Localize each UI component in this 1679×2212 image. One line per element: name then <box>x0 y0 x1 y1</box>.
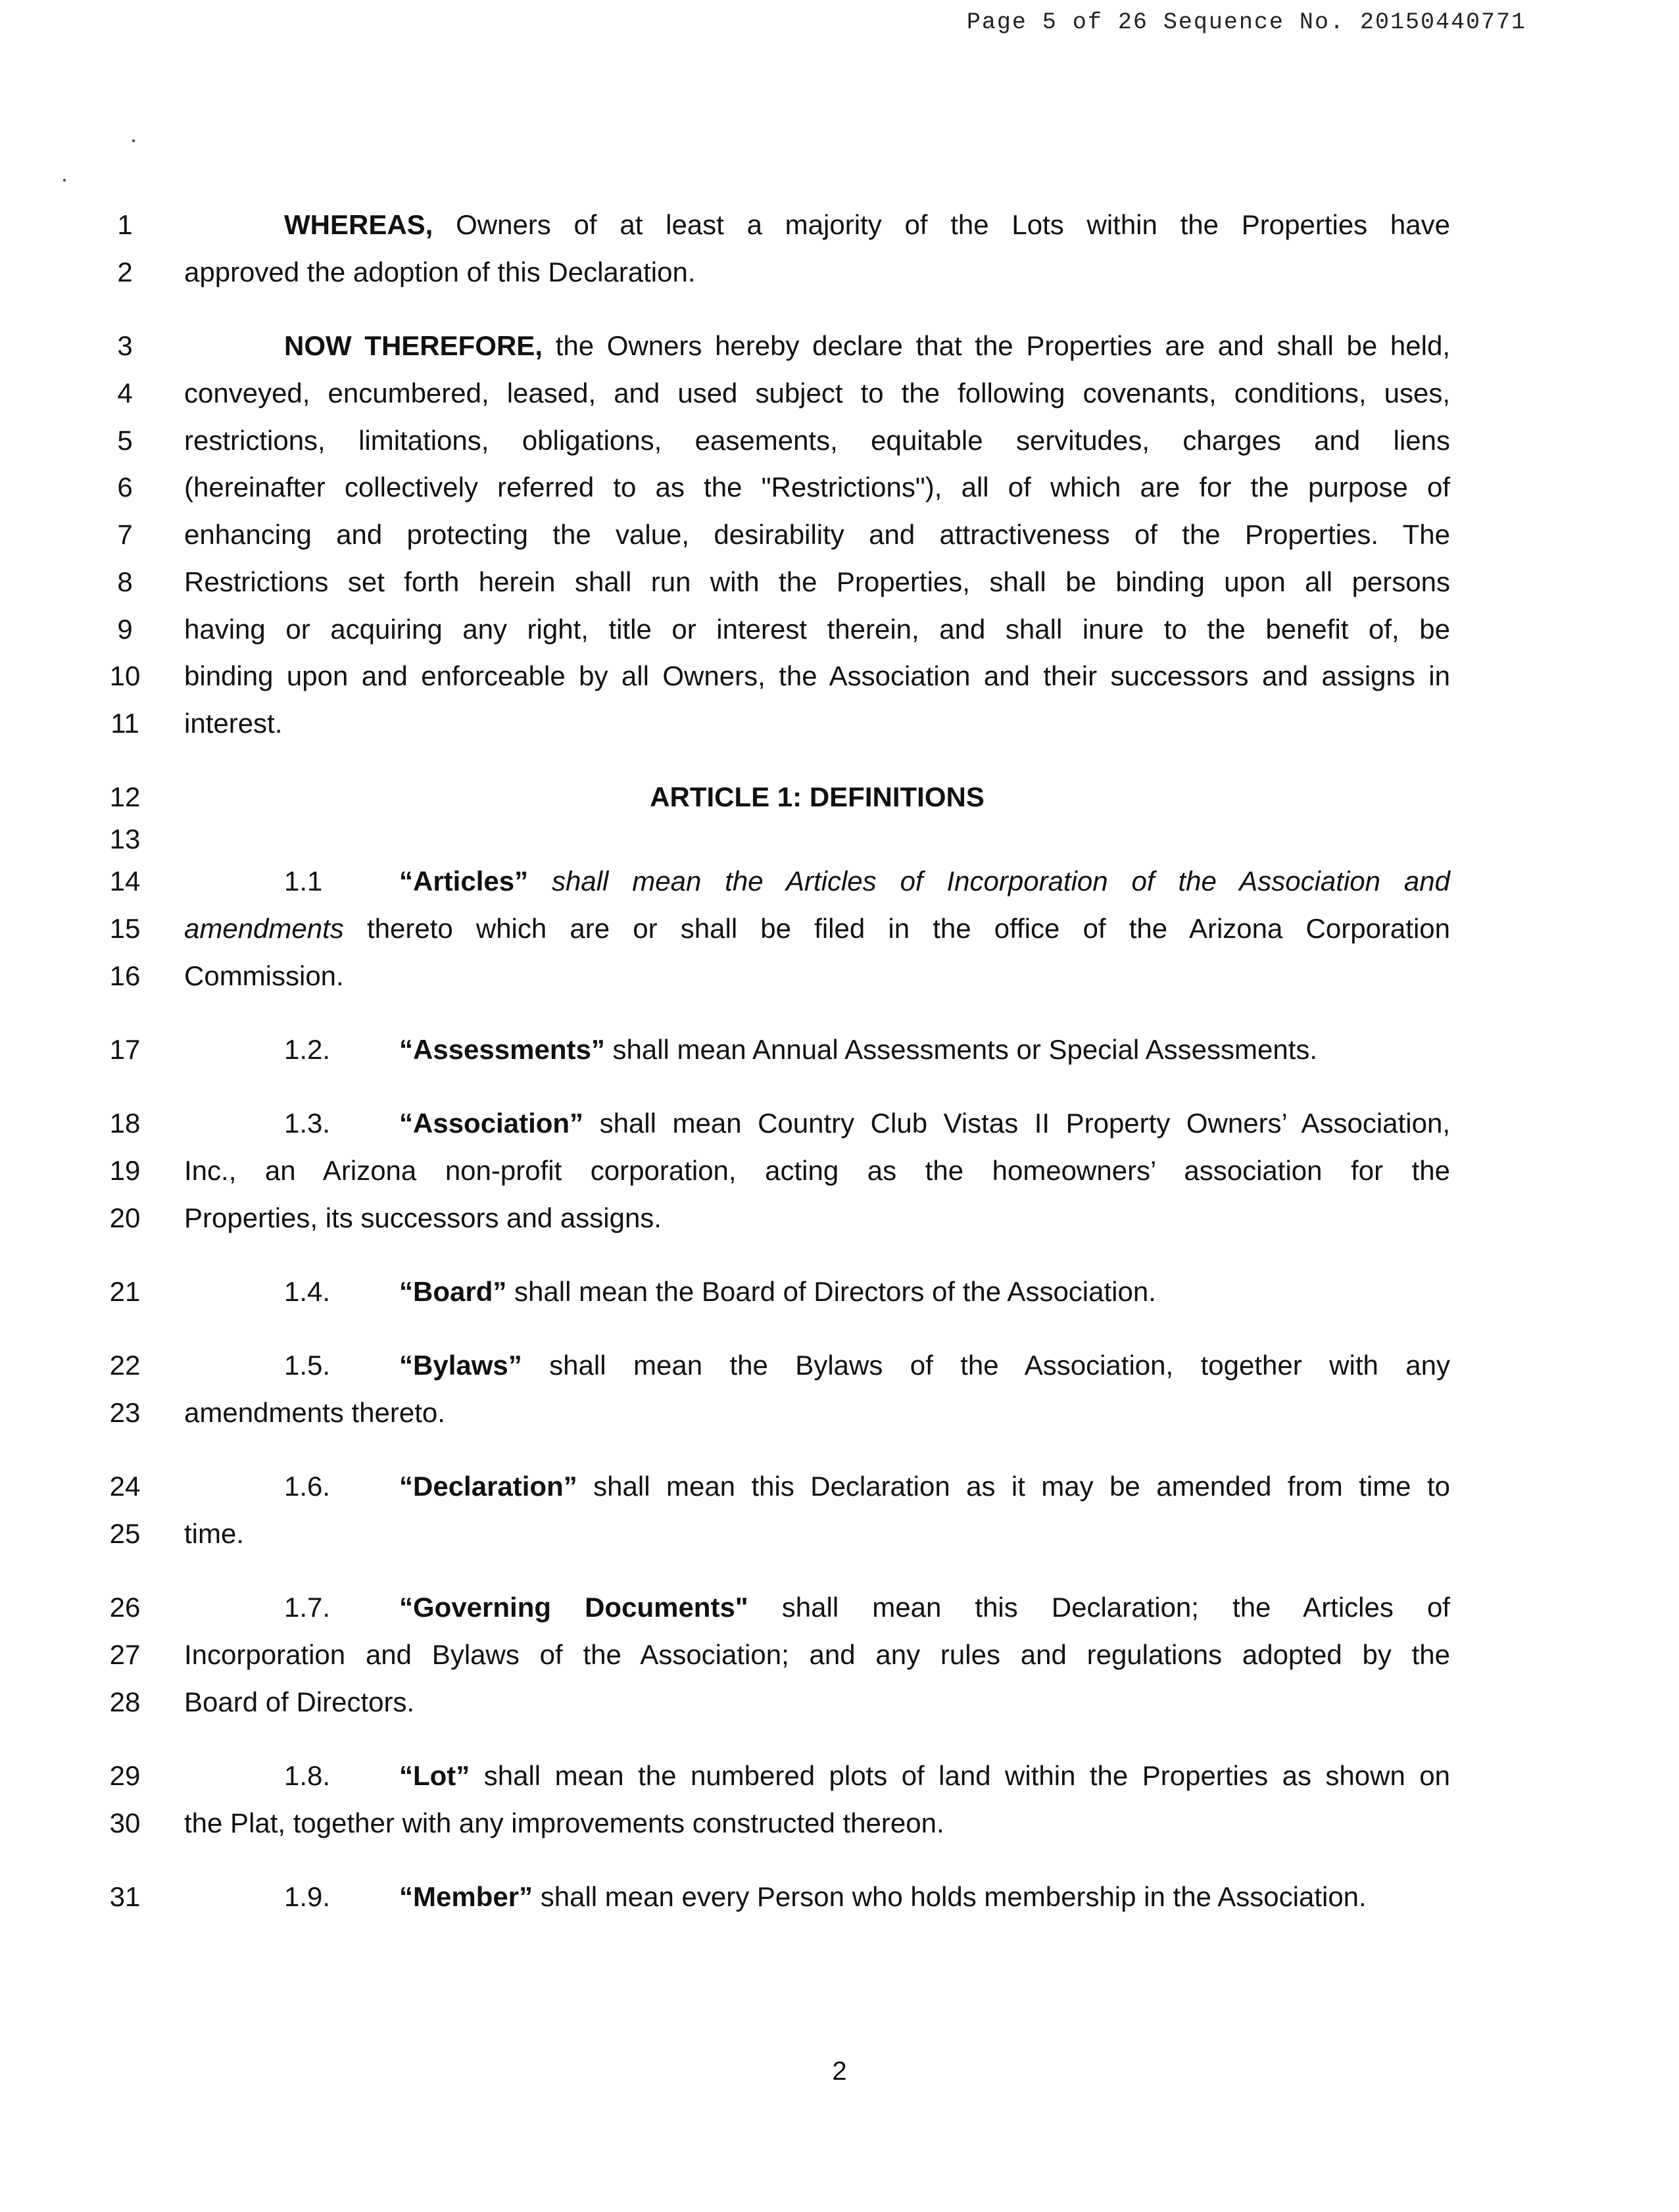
text-line: Commission. <box>184 960 344 991</box>
line-number: 30 <box>109 1807 141 1838</box>
text-line: the Plat, together with any improvements constructed thereon. <box>184 1807 944 1838</box>
definition-bylaws: 1.5. “Bylaws” shall mean the Bylaws of the Association, together with any <box>284 1350 1450 1381</box>
line-number: 23 <box>109 1397 141 1428</box>
scan-speck <box>63 179 66 182</box>
text-line: amendments thereto which are or shall be filed in the office of the Arizona Corporation <box>184 913 1450 944</box>
text-line: time. <box>184 1518 245 1549</box>
article-heading: ARTICLE 1: DEFINITIONS <box>650 781 985 812</box>
text-line: enhancing and protecting the value, desirability and attractiveness of the Properties. The <box>184 519 1450 550</box>
line-number: 10 <box>109 660 141 691</box>
text-line: approved the adoption of this Declaration. <box>184 257 696 287</box>
text-line: NOW THEREFORE, the Owners hereby declare that the Properties are and shall be held, <box>284 330 1450 361</box>
definition-declaration: 1.6. “Declaration” shall mean this Declaration as it may be amended from time to <box>284 1471 1450 1502</box>
definition-lot: 1.8. “Lot” shall mean the numbered plots of land within the Properties as shown on <box>284 1760 1450 1791</box>
line-number: 28 <box>109 1686 141 1717</box>
line-number: 27 <box>109 1639 141 1670</box>
line-number: 11 <box>110 708 139 739</box>
line-number: 5 <box>117 425 133 456</box>
text-line: Restrictions set forth herein shall run with the Properties, shall be binding upon all persons <box>184 566 1450 597</box>
line-number: 17 <box>109 1034 141 1065</box>
line-number: 24 <box>109 1471 141 1502</box>
text-line: Incorporation and Bylaws of the Association; and any rules and regulations adopted by the <box>184 1639 1450 1670</box>
line-number: 16 <box>109 960 141 991</box>
line-number: 1 <box>117 209 133 240</box>
line-number: 15 <box>109 913 141 944</box>
line-number: 2 <box>117 257 133 287</box>
text-line: Properties, its successors and assigns. <box>184 1202 662 1233</box>
line-number: 22 <box>109 1350 141 1381</box>
line-number: 19 <box>109 1155 141 1186</box>
text-line: conveyed, encumbered, leased, and used subject to the following covenants, conditions, uses, <box>184 378 1450 408</box>
definition-association: 1.3. “Association” shall mean Country Club Vistas II Property Owners’ Association, <box>284 1108 1450 1139</box>
line-number: 20 <box>109 1202 141 1233</box>
line-number: 12 <box>109 781 141 812</box>
page-sequence-header: Page 5 of 26 Sequence No. 20150440771 <box>966 9 1526 36</box>
page-number: 2 <box>832 2057 847 2086</box>
line-number: 4 <box>117 378 133 408</box>
line-number: 25 <box>109 1518 141 1549</box>
line-number: 3 <box>117 330 133 361</box>
line-number: 7 <box>117 519 133 550</box>
text-line: Board of Directors. <box>184 1686 415 1717</box>
text-line: restrictions, limitations, obligations, easements, equitable servitudes, charges and liens <box>184 425 1450 456</box>
line-number: 13 <box>109 823 141 854</box>
line-number: 18 <box>109 1108 141 1139</box>
line-number: 29 <box>109 1760 141 1791</box>
text-line: binding upon and enforceable by all Owners, the Association and their successors and assigns in <box>184 660 1450 691</box>
line-number: 6 <box>117 472 133 503</box>
scan-speck <box>132 139 135 142</box>
line-number: 8 <box>117 566 133 597</box>
text-line: having or acquiring any right, title or interest therein, and shall inure to the benefit of, be <box>184 614 1450 645</box>
definition-member: 1.9. “Member” shall mean every Person who holds membership in the Association. <box>284 1881 1367 1912</box>
line-number: 31 <box>109 1881 141 1912</box>
text-line: Inc., an Arizona non-profit corporation, acting as the homeowners’ association for the <box>184 1155 1450 1186</box>
text-line: (hereinafter collectively referred to as the "Restrictions"), all of which are for the purpose of <box>184 472 1450 503</box>
definition-governing-documents: 1.7. “Governing Documents" shall mean this Declaration; the Articles of <box>284 1592 1450 1623</box>
text-line: amendments thereto. <box>184 1397 445 1428</box>
line-number: 14 <box>109 866 141 897</box>
line-number: 21 <box>109 1276 141 1307</box>
definition-assessments: 1.2. “Assessments” shall mean Annual Assessments or Special Assessments. <box>284 1034 1318 1065</box>
line-number: 26 <box>109 1592 141 1623</box>
text-line: interest. <box>184 708 283 739</box>
line-number: 9 <box>117 614 133 645</box>
definition-articles: 1.1 “Articles” shall mean the Articles of Incorporation of the Association and <box>284 866 1450 897</box>
definition-board: 1.4. “Board” shall mean the Board of Directors of the Association. <box>284 1276 1156 1307</box>
text-line: WHEREAS, Owners of at least a majority of the Lots within the Properties have <box>284 209 1450 240</box>
